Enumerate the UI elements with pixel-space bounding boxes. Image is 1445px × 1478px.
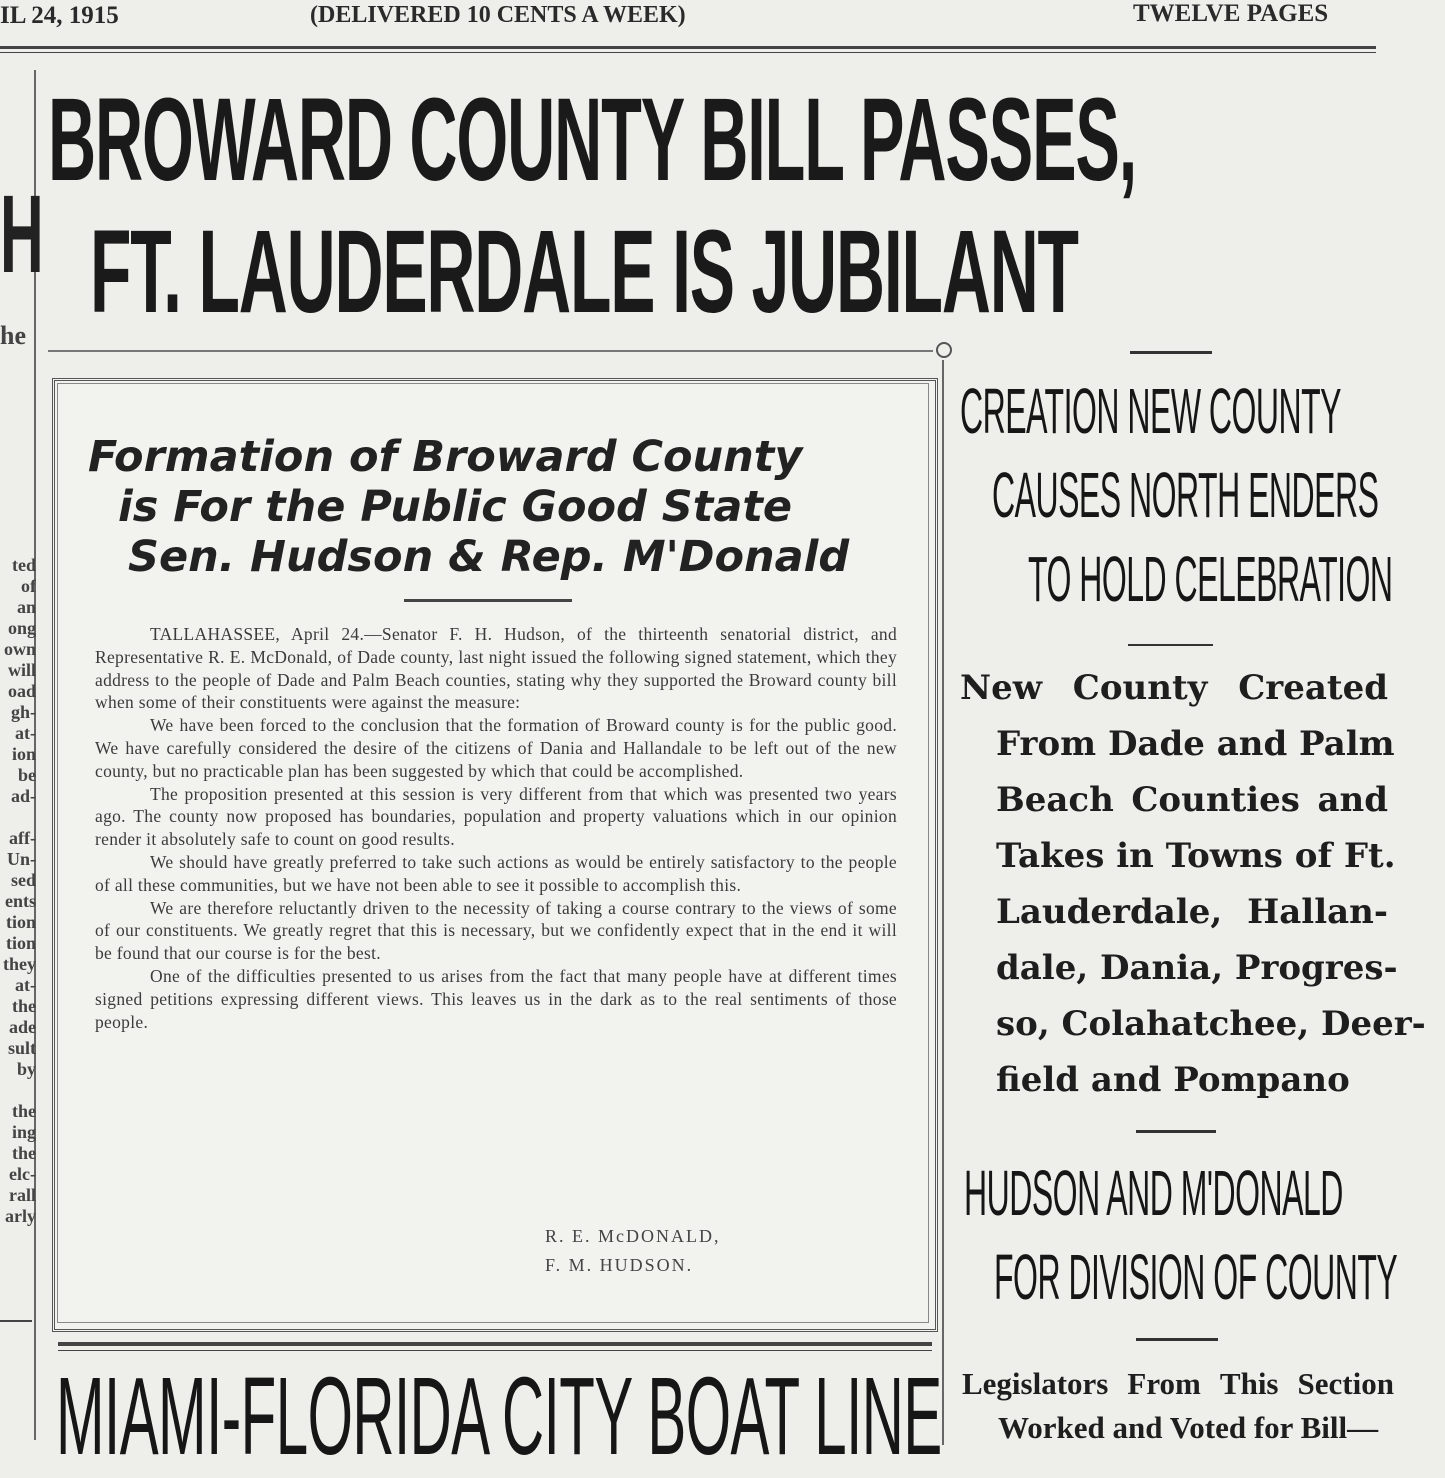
cut-off-word: oad bbox=[7, 681, 36, 701]
cut-off-word: of bbox=[21, 576, 36, 596]
cut-off-word: ad- bbox=[10, 786, 36, 806]
right-column-dash bbox=[1136, 1130, 1216, 1133]
cut-off-word: ing bbox=[11, 1122, 36, 1142]
story-title-rule bbox=[404, 599, 572, 602]
deck-line bbox=[962, 1406, 1394, 1450]
cut-off-word: they bbox=[3, 954, 36, 974]
deck-line bbox=[960, 716, 1395, 772]
cut-off-word: the bbox=[12, 1143, 36, 1163]
deck-word: so, Colahatchee, Deer- bbox=[996, 1004, 1426, 1044]
right-head1-line1: CREATION NEW COUNTY bbox=[960, 375, 1342, 447]
deck-line bbox=[962, 1362, 1394, 1406]
story-paragraph: We are therefore reluctantly driven to the necessity of taking a course contrary to the views of some of our constituents. We greatly regret that this is necessary, but we confidently expect that in the end it will be found that our course is for the best. bbox=[95, 897, 897, 964]
right-head2-line2: FOR DIVISION OF COUNTY bbox=[994, 1241, 1398, 1313]
deck-line bbox=[960, 940, 1398, 996]
deck-line bbox=[960, 996, 1426, 1052]
signature-hudson: F. M. HUDSON. bbox=[545, 1255, 694, 1275]
main-headline-line2: FT. LAUDERDALE IS JUBILANT bbox=[90, 206, 1078, 338]
story-paragraph: TALLAHASSEE, April 24.—Senator F. H. Hudson, of the thirteenth senatorial district, and Representative R. E. McDonald, of Dade county, last night issued the following signed statement, which they address to the people of Dade and Palm Beach counties, stating why they supported the Broward county bill when some of their constituents were against the measure: bbox=[95, 624, 897, 713]
masthead-rule bbox=[0, 46, 1376, 49]
cut-off-word: ents bbox=[5, 891, 36, 911]
deck-word: dale, Dania, Progres- bbox=[996, 948, 1398, 988]
masthead-rule-thin bbox=[0, 52, 1376, 53]
cut-off-headline-letter: H bbox=[0, 173, 44, 296]
cut-off-word: ted bbox=[12, 555, 36, 575]
deck-word: From bbox=[1127, 1366, 1201, 1401]
cut-off-word: will bbox=[7, 660, 36, 680]
story-title-line1: Formation of Broward County bbox=[88, 432, 803, 482]
cut-off-word: the bbox=[12, 1101, 36, 1121]
cut-off-word: Un- bbox=[6, 849, 36, 869]
right-head1-line2: CAUSES NORTH ENDERS bbox=[992, 459, 1379, 531]
bottom-rule-thin bbox=[58, 1350, 932, 1351]
cut-off-word: ade bbox=[9, 1017, 36, 1037]
right-column-dash bbox=[1130, 351, 1212, 354]
cut-off-word: own bbox=[3, 639, 36, 659]
deck-word: This bbox=[1219, 1366, 1279, 1401]
story-title-line2: is For the Public Good State bbox=[118, 482, 793, 532]
right-column-dash bbox=[1128, 644, 1213, 646]
cut-off-word bbox=[0, 807, 36, 828]
cut-off-word: an bbox=[16, 597, 36, 617]
right-deck2 bbox=[962, 1362, 1394, 1450]
ornament-circle bbox=[936, 342, 952, 358]
deck-word: County bbox=[1072, 668, 1208, 708]
cut-off-word: rall bbox=[9, 1185, 36, 1205]
deck-word: field and Pompano bbox=[996, 1060, 1350, 1100]
story-body bbox=[95, 623, 897, 1033]
deck-word: Lauderdale, bbox=[996, 892, 1223, 932]
deck-word: Created bbox=[1238, 668, 1388, 708]
column-divider-right bbox=[942, 360, 944, 1445]
right-column-dash bbox=[1136, 1338, 1218, 1341]
deck-word: Takes in Towns of Ft. bbox=[996, 836, 1396, 876]
cut-off-word: ong bbox=[7, 618, 36, 638]
story-paragraph: We should have greatly preferred to take such actions as would be entirely satisfactory to the people of all these communities, but we have not been able to see it possible to accomplish this. bbox=[95, 851, 897, 895]
deck-word: and bbox=[1317, 780, 1388, 820]
cut-off-word: elc- bbox=[9, 1164, 36, 1184]
deck-word: From Dade and Palm bbox=[996, 724, 1395, 764]
cut-off-word bbox=[0, 1080, 36, 1101]
cut-off-word: sed bbox=[10, 870, 36, 890]
page-count: TWELVE PAGES bbox=[1133, 0, 1329, 27]
deck-word: Legislators bbox=[962, 1366, 1109, 1401]
cut-off-word: by bbox=[16, 1059, 36, 1079]
signature-mcdonald: R. E. McDONALD, bbox=[545, 1226, 721, 1246]
left-column-rule bbox=[0, 1320, 32, 1322]
story-title-line3: Sen. Hudson & Rep. M'Donald bbox=[128, 532, 850, 582]
cut-off-word: be bbox=[18, 765, 36, 785]
cut-off-column-text bbox=[0, 555, 36, 1227]
cut-off-word: tion bbox=[5, 933, 36, 953]
deck-word: Hallan- bbox=[1247, 892, 1388, 932]
deck-line bbox=[960, 884, 1388, 940]
deck-word: Beach bbox=[996, 780, 1114, 820]
deck-line bbox=[960, 772, 1388, 828]
cut-off-word: gh- bbox=[10, 702, 36, 722]
right-head1-line3: TO HOLD CELEBRATION bbox=[1028, 543, 1393, 615]
bottom-headline: MIAMI-FLORIDA CITY BOAT LINE bbox=[56, 1355, 942, 1478]
deck-word: Worked and Voted for Bill— bbox=[998, 1410, 1379, 1445]
cut-off-word: arly bbox=[5, 1206, 36, 1226]
story-paragraph: We have been forced to the conclusion that the formation of Broward county is for the public good. We have carefully considered the desire of the citizens of Dania and Hallandale to be left out of the new county, but no practicable plan has been suggested by which that could be accomplished. bbox=[95, 715, 897, 781]
deck-line bbox=[960, 828, 1396, 884]
story-paragraph: The proposition presented at this session is very different from that which was presented two years ago. The county now proposed has boundaries, population and property valuations which in our opinion render it absolutely safe to count on good results. bbox=[95, 783, 897, 850]
cut-off-word: the bbox=[12, 996, 36, 1016]
cut-off-word: ion bbox=[11, 744, 36, 764]
deck-line bbox=[960, 660, 1388, 716]
cut-off-word: he bbox=[0, 321, 26, 350]
issue-date: IL 24, 1915 bbox=[0, 2, 119, 29]
main-headline-line1: BROWARD COUNTY BILL PASSES, bbox=[48, 74, 1137, 206]
story-paragraph: One of the difficulties presented to us arises from the fact that many people have at different times signed petitions expressing different views. This leaves us in the dark as to the real sentiments of those people. bbox=[95, 965, 897, 1032]
cut-off-word: aff- bbox=[9, 828, 36, 848]
deck-word: Section bbox=[1297, 1366, 1394, 1401]
cut-off-word: sult bbox=[7, 1038, 36, 1058]
cut-off-word: at- bbox=[15, 975, 36, 995]
headline-rule bbox=[48, 350, 933, 352]
right-head2-line1: HUDSON AND M'DONALD bbox=[964, 1157, 1343, 1229]
deck-line bbox=[960, 1052, 1388, 1108]
right-deck bbox=[960, 660, 1426, 1108]
deck-word: Counties bbox=[1131, 780, 1300, 820]
cut-off-word: tion bbox=[5, 912, 36, 932]
cut-off-word: at- bbox=[15, 723, 36, 743]
deck-word: New bbox=[960, 668, 1042, 708]
delivery-price: (DELIVERED 10 CENTS A WEEK) bbox=[310, 2, 686, 28]
bottom-rule-thick bbox=[58, 1342, 932, 1346]
masthead-line bbox=[0, 0, 1380, 44]
